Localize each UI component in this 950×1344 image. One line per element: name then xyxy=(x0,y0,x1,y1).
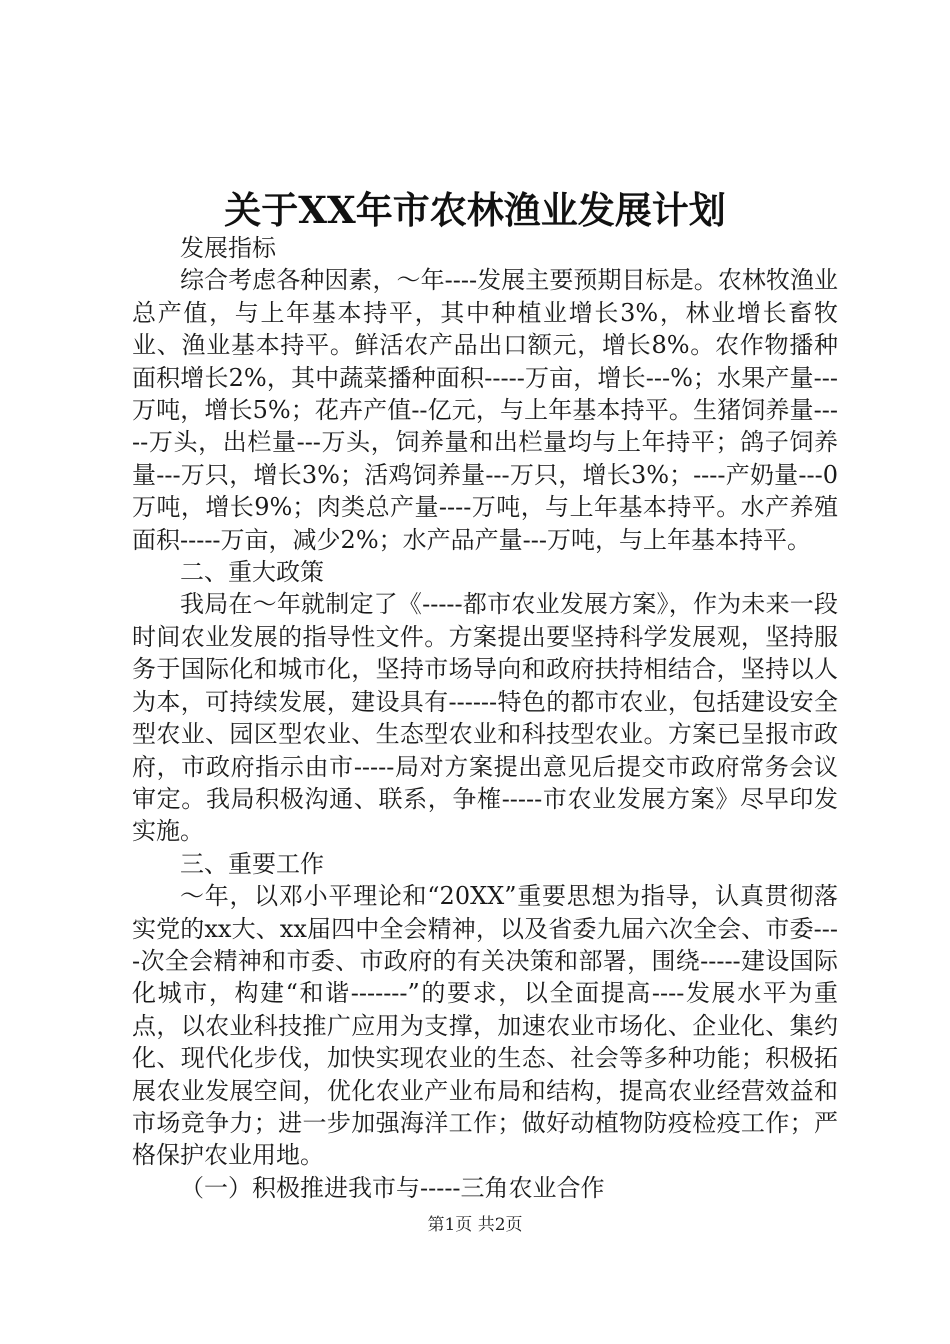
paragraph-indicators: 综合考虑各种因素，～年----发展主要预期目标是。农林牧渔业总产值，与上年基本持平，其中种植业增长3%，林业增长畜牧业、渔业基本持平。鲜活农产品出口额元，增长8%。农作物播种面积增长2%，其中蔬菜播种面积-----万亩，增长---%；水果产量---万吨，增长5%；花卉产值--亿元，与上年基本持平。生猪饲养量-----万头，出栏量---万头，饲养量和出栏量均与上年持平；鸽子饲养量---万只，增长3%；活鸡饲养量---万只，增长3%；----产奶量---0万吨，增长9%；肉类总产量----万吨，与上年基本持平。水产养殖面积-----万亩，减少2%；水产品产量---万吨，与上年基本持平。 xyxy=(132,266,838,554)
document-body xyxy=(132,232,838,1204)
section-heading-indicators: 发展指标 xyxy=(180,234,276,262)
paragraph-policy: 我局在～年就制定了《-----都市农业发展方案》，作为未来一段时间农业发展的指导性文件。方案提出要坚持科学发展观，坚持服务于国际化和城市化，坚持市场导向和政府扶持相结合，坚持以人为本，可持续发展，建设具有------特色的都市农业，包括建设安全型农业、园区型农业、生态型农业和科技型农业。方案已呈报市政府，市政府指示由市-----局对方案提出意见后提交市政府常务会议审定。我局积极沟通、联系，争榷-----市农业发展方案》尽早印发实施。 xyxy=(132,590,838,846)
section-heading-policy: 二、重大政策 xyxy=(180,558,324,587)
subheading-cooperation: （一）积极推进我市与-----三角农业合作 xyxy=(180,1173,605,1202)
paragraph-work: ～年，以邓小平理论和“20XX”重要思想为指导，认真贯彻落实党的xx大、xx届四中全会精神，以及省委九届六次全会、市委----次全会精神和市委、市政府的有关决策和部署，围绕-----建设国际化城市，构建“和谐-------”的要求，以全面提高----发展水平为重点，以农业科技推广应用为支撑，加速农业市场化、企业化、集约化、现代化步伐，加快实现农业的生态、社会等多种功能；积极拓展农业发展空间，优化农业产业布局和结构，提高农业经营效益和市场竞争力；进一步加强海洋工作；做好动植物防疫检疫工作；严格保护农业用地。 xyxy=(132,882,838,1170)
section-heading-work: 三、重要工作 xyxy=(180,849,324,878)
document-title: 关于XX年市农林渔业发展计划 xyxy=(224,188,726,232)
page-number-footer: 第1页 共2页 xyxy=(427,1215,523,1235)
